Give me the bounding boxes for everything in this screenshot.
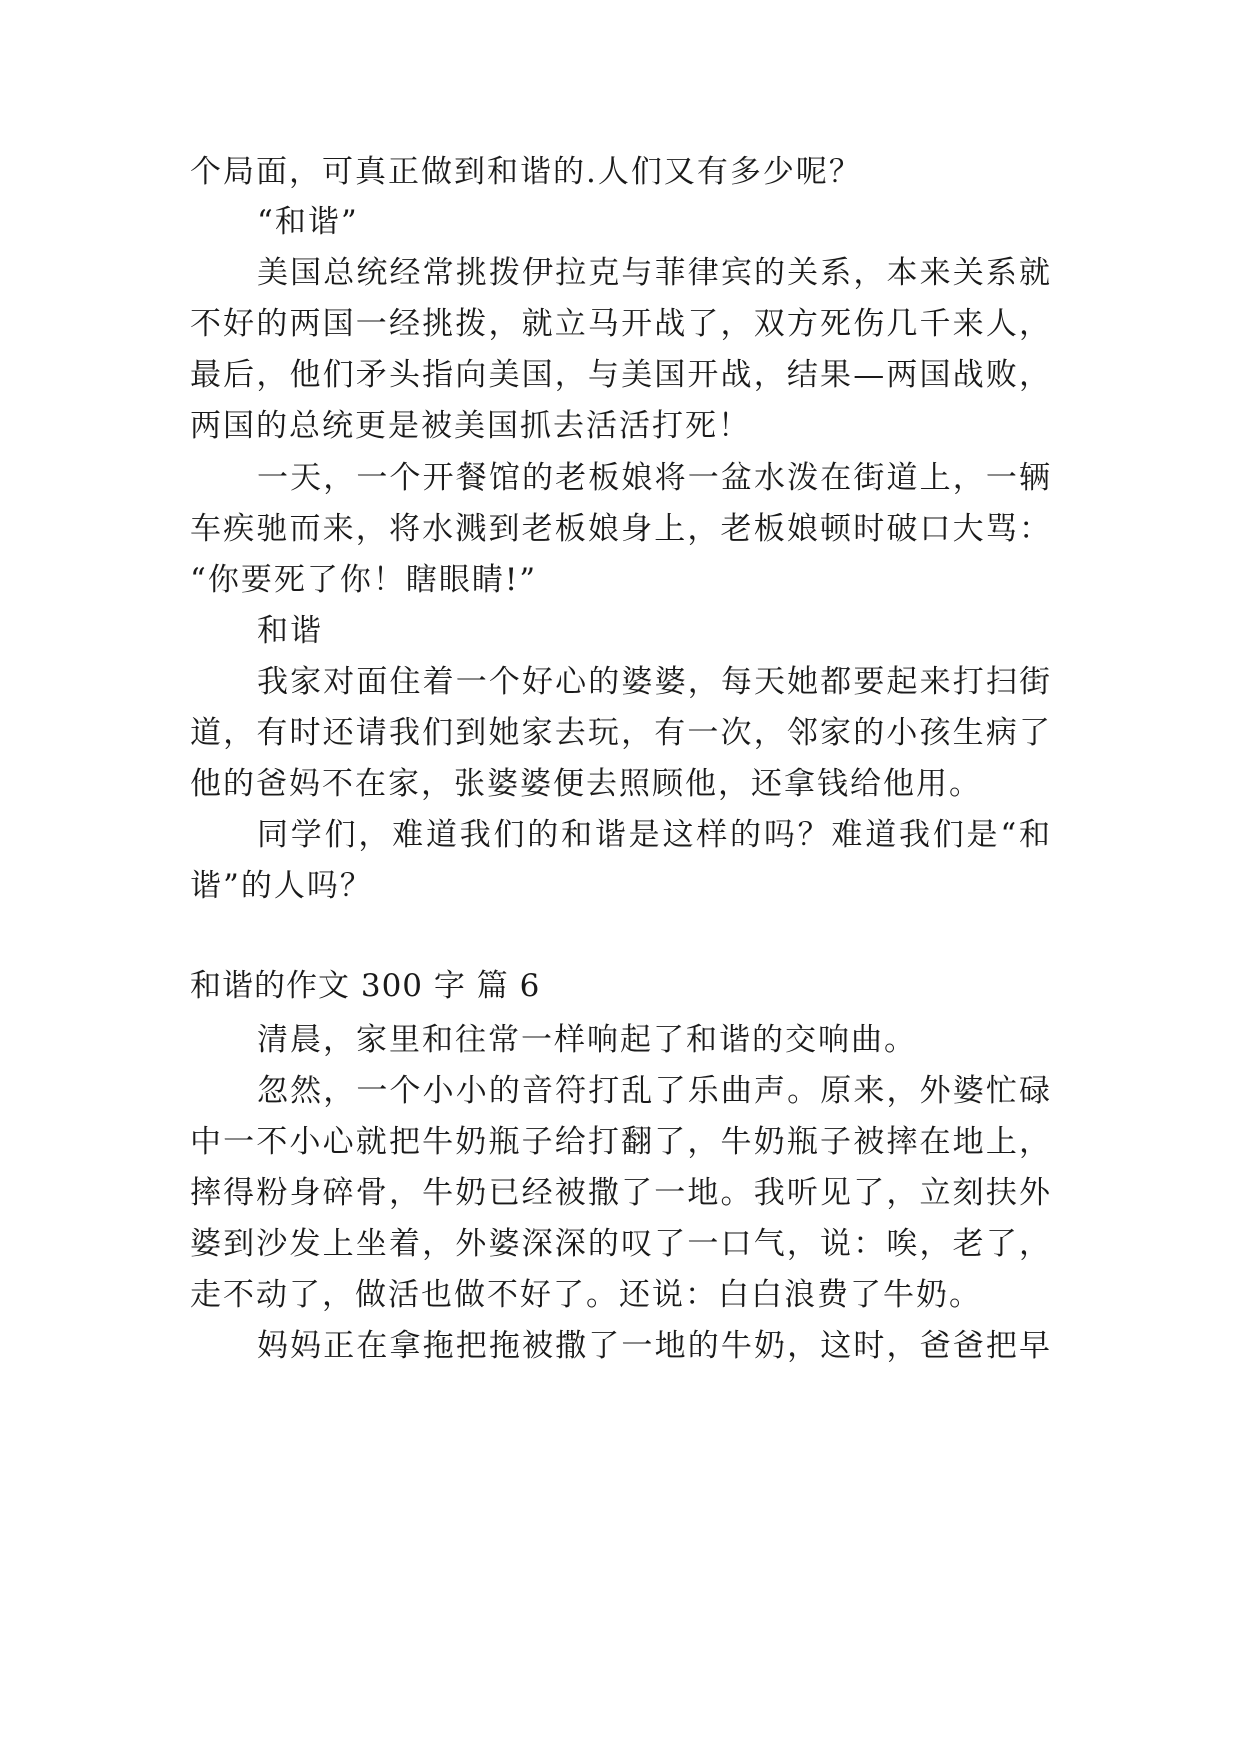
section-heading: 和谐的作文 300 字 篇 6 (190, 968, 541, 1004)
paragraph-line: 一天，一个开餐馆的老板娘将一盆水泼在街道上，一辆 (257, 460, 1050, 496)
paragraph-line: 摔得粉身碎骨，牛奶已经被撒了一地。我听见了，立刻扶外 (190, 1175, 1050, 1211)
paragraph-line: 美国总统经常挑拨伊拉克与菲律宾的关系，本来关系就 (257, 255, 1050, 291)
paragraph-line: 车疾驰而来，将水溅到老板娘身上，老板娘顿时破口大骂： (190, 511, 1050, 547)
paragraph-line: 他的爸妈不在家，张婆婆便去照顾他，还拿钱给他用。 (190, 766, 982, 802)
paragraph-line: 妈妈正在拿拖把拖被撒了一地的牛奶，这时，爸爸把早 (257, 1328, 1050, 1364)
paragraph-line: 谐”的人吗？ (190, 868, 373, 904)
paragraph-line: 忽然，一个小小的音符打乱了乐曲声。原来，外婆忙碌 (257, 1073, 1050, 1109)
paragraph-line: 个局面，可真正做到和谐的.人们又有多少呢？ (190, 154, 862, 190)
paragraph-line: 走不动了，做活也做不好了。还说：白白浪费了牛奶。 (190, 1277, 982, 1313)
paragraph-line: 道，有时还请我们到她家去玩，有一次，邻家的小孩生病了 (190, 715, 1050, 751)
paragraph-line: 婆到沙发上坐着，外婆深深的叹了一口气，说：唉，老了， (190, 1226, 1050, 1262)
paragraph-line: 不好的两国一经挑拨，就立马开战了，双方死伤几千来人， (190, 306, 1050, 342)
paragraph-line: 两国的总统更是被美国抓去活活打死！ (190, 408, 751, 444)
paragraph-line: 中一不小心就把牛奶瓶子给打翻了，牛奶瓶子被摔在地上， (190, 1124, 1050, 1160)
paragraph-line: 最后，他们矛头指向美国，与美国开战，结果—两国战败， (190, 357, 1050, 393)
paragraph-line: 同学们，难道我们的和谐是这样的吗？难道我们是“和 (257, 817, 1050, 853)
section-subtitle: 和谐 (257, 613, 323, 649)
paragraph-line: 我家对面住着一个好心的婆婆，每天她都要起来打扫街 (257, 664, 1050, 700)
paragraph-line: “你要死了你！瞎眼睛!” (190, 562, 538, 598)
paragraph-line: 清晨，家里和往常一样响起了和谐的交响曲。 (257, 1022, 917, 1058)
section-subtitle: “和谐” (257, 204, 359, 240)
